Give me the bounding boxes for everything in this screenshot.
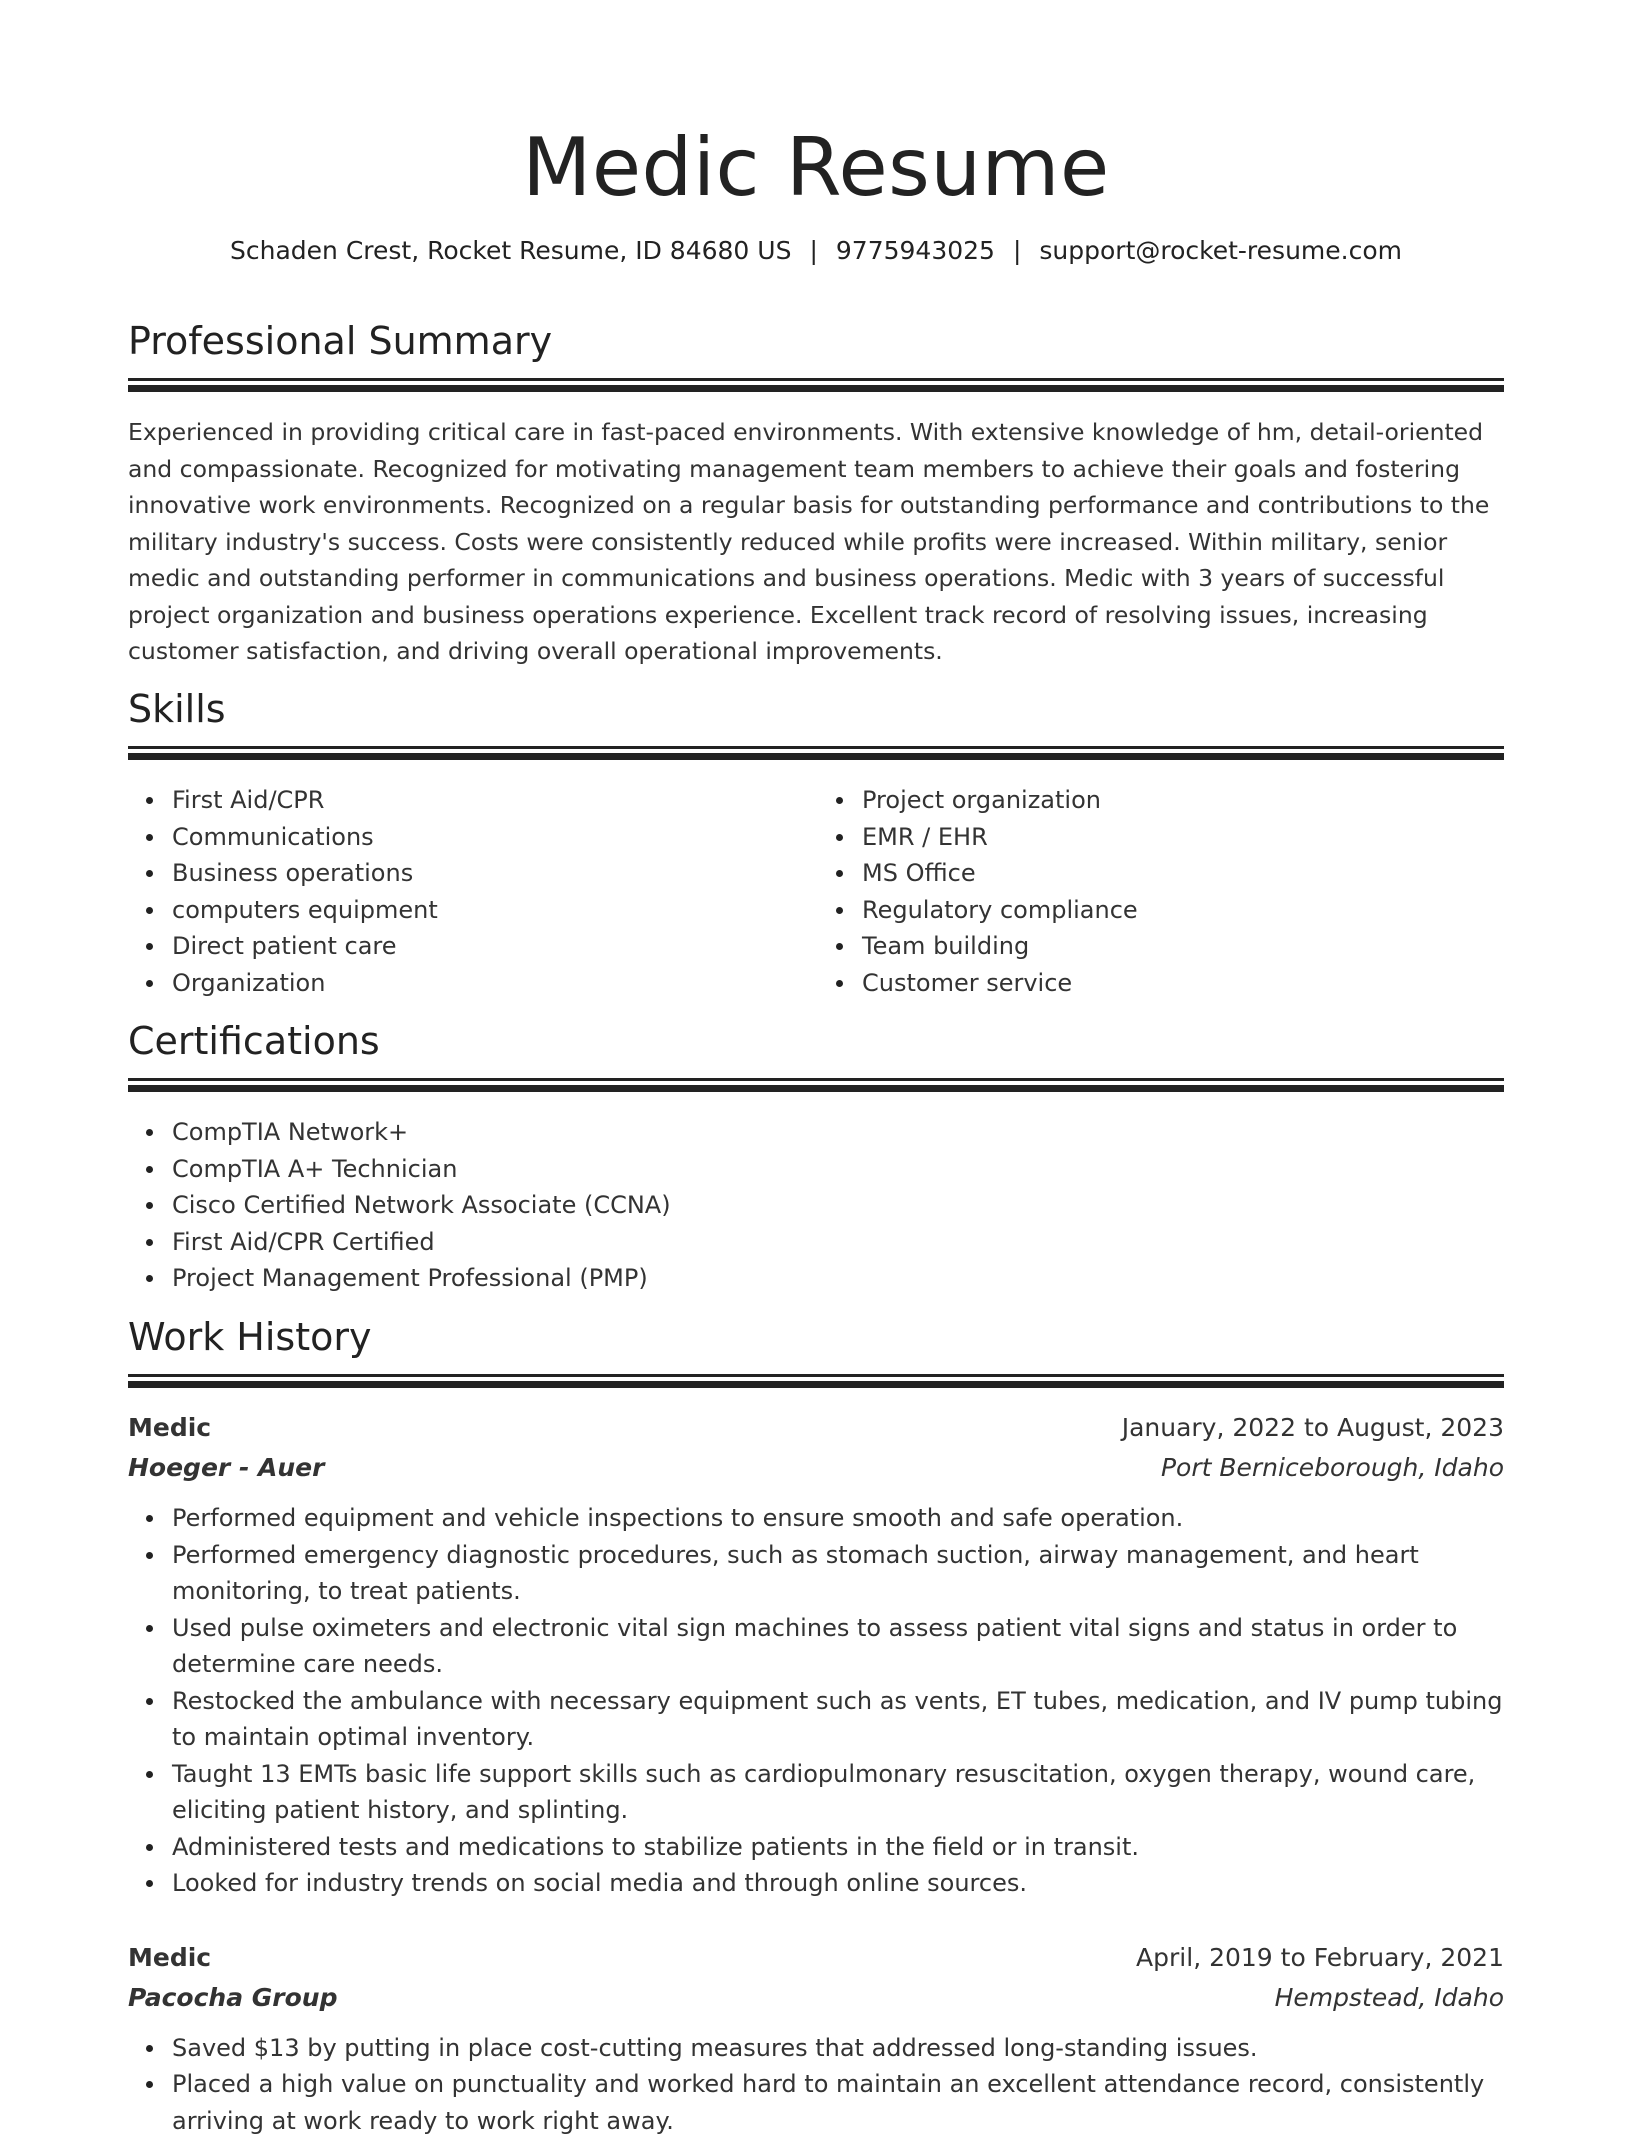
certifications-section [128,1016,1504,1297]
section-divider [128,1078,1504,1081]
section-divider [128,746,1504,749]
contact-separator: | [1013,234,1021,268]
skill-item: Project organization [862,782,1504,819]
job-title: Medic [128,1938,211,1978]
certifications-list [128,1114,1504,1297]
skill-item: Team building [862,928,1504,965]
job-duties-list [128,2030,1504,2139]
job-location: Hempstead, Idaho [1275,1978,1504,2018]
skill-item: EMR / EHR [862,819,1504,856]
job-employer: Pacocha Group [128,1978,338,2018]
section-title-certifications: Certifications [128,1016,1504,1066]
work-history-section [128,1312,1504,2139]
skills-list-left [128,782,816,1001]
job-duties-list [128,1500,1504,1902]
skill-item: computers equipment [172,892,816,929]
resume-title: Medic Resume [128,120,1504,216]
job-duty-item: Used pulse oximeters and electronic vital sign machines to assess patient vital signs and status in order to determine care needs. [172,1610,1504,1683]
certification-item: Cisco Certified Network Associate (CCNA) [172,1187,1504,1224]
skill-item: Communications [172,819,816,856]
job-entry [128,1408,1504,1902]
resume-page [128,0,1504,268]
job-dates: April, 2019 to February, 2021 [1136,1938,1504,1978]
section-divider [128,1374,1504,1377]
summary-text: Experienced in providing critical care in fast-paced environments. With extensive knowledge of hm, detail-oriented and compassionate. Recognized for motivating management team members to achieve their goals and fostering innovative work environments. Recognized on a regular basis for outstanding performance and contributions to the military industry's success. Costs were consistently reduced while profits were increased. Within military, senior medic and outstanding performer in communications and business operations. Medic with 3 years of successful project organization and business operations experience. Excellent track record of resolving issues, increasing customer satisfaction, and driving overall operational improvements. [128,414,1504,670]
certification-item: CompTIA A+ Technician [172,1151,1504,1188]
skill-item: Customer service [862,965,1504,1002]
job-duty-item: Taught 13 EMTs basic life support skills such as cardiopulmonary resuscitation, oxygen therapy, wound care, eliciting patient history, and splinting. [172,1756,1504,1829]
job-duty-item: Saved $13 by putting in place cost-cutting measures that addressed long-standing issues. [172,2030,1504,2067]
job-duty-item: Placed a high value on punctuality and worked hard to maintain an excellent attendance record, consistently arriving at work ready to work right away. [172,2066,1504,2139]
job-title: Medic [128,1408,211,1448]
section-divider [128,378,1504,381]
contact-phone: 9775943025 [836,236,995,265]
contact-separator: | [809,234,817,268]
skills-section [128,684,1504,1001]
job-header [128,1938,1504,1978]
skill-item: First Aid/CPR [172,782,816,819]
job-duty-item: Restocked the ambulance with necessary equipment such as vents, ET tubes, medication, and IV pump tubing to maintain optimal inventory. [172,1683,1504,1756]
certification-item: CompTIA Network+ [172,1114,1504,1151]
section-title-summary: Professional Summary [128,316,1504,366]
skill-item: Organization [172,965,816,1002]
certification-item: Project Management Professional (PMP) [172,1260,1504,1297]
job-location: Port Berniceborough, Idaho [1161,1448,1504,1488]
skill-item: Business operations [172,855,816,892]
certification-item: First Aid/CPR Certified [172,1224,1504,1261]
job-subheader [128,1978,1504,2018]
contact-email: support@rocket-resume.com [1039,236,1402,265]
job-employer: Hoeger - Auer [128,1448,324,1488]
skills-columns [128,782,1504,1001]
skill-item: Direct patient care [172,928,816,965]
job-duty-item: Looked for industry trends on social media and through online sources. [172,1865,1504,1902]
job-subheader [128,1448,1504,1488]
contact-line [128,234,1504,268]
summary-section [128,316,1504,670]
skill-item: Regulatory compliance [862,892,1504,929]
section-title-skills: Skills [128,684,1504,734]
job-duty-item: Performed emergency diagnostic procedures, such as stomach suction, airway management, and heart monitoring, to treat patients. [172,1537,1504,1610]
job-entry [128,1938,1504,2139]
job-duty-item: Administered tests and medications to stabilize patients in the field or in transit. [172,1829,1504,1866]
skill-item: MS Office [862,855,1504,892]
job-dates: January, 2022 to August, 2023 [1122,1408,1504,1448]
job-duty-item: Performed equipment and vehicle inspections to ensure smooth and safe operation. [172,1500,1504,1537]
job-header [128,1408,1504,1448]
contact-address: Schaden Crest, Rocket Resume, ID 84680 US [230,236,791,265]
section-title-work-history: Work History [128,1312,1504,1362]
skills-list-right [816,782,1504,1001]
